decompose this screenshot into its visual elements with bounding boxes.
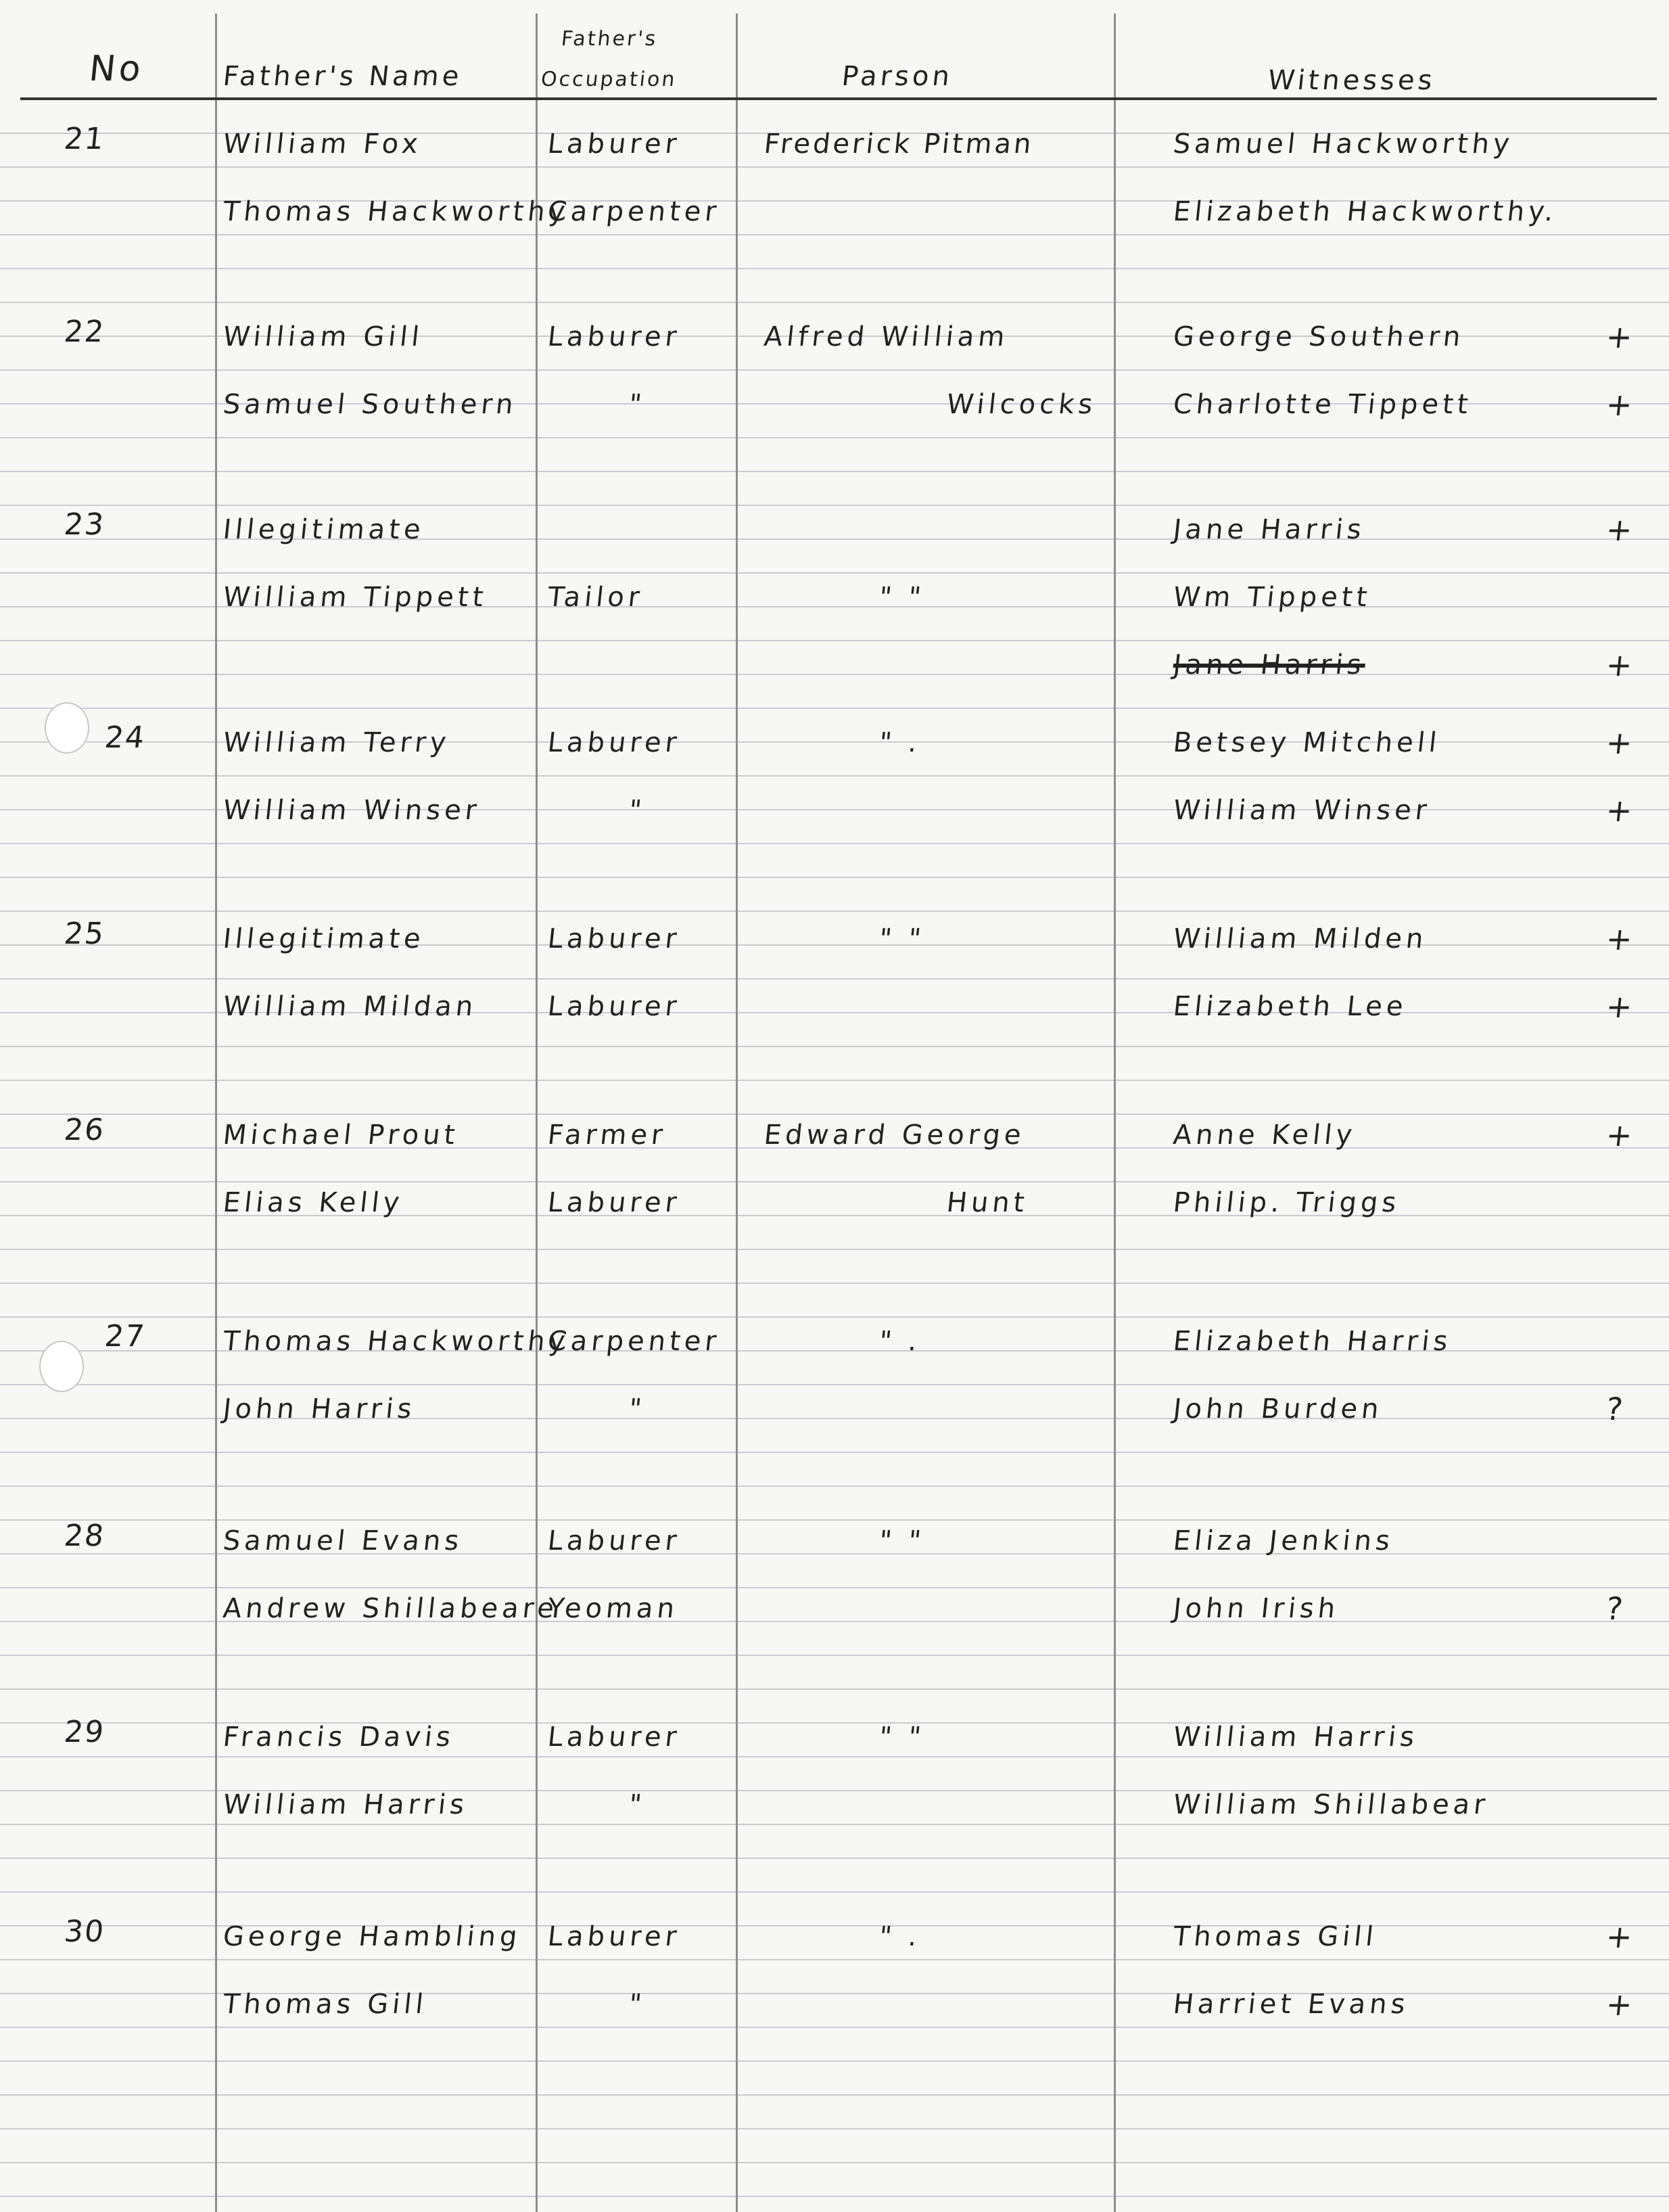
witness-mark: ? xyxy=(1604,1391,1625,1427)
witness-name: William Winser xyxy=(1171,795,1432,826)
ruled-line xyxy=(0,505,1669,506)
father-name: Michael Prout xyxy=(221,1120,461,1151)
ruled-line xyxy=(0,572,1669,574)
column-divider-witnesses xyxy=(1114,14,1116,2212)
father-name: Elias Kelly xyxy=(221,1187,405,1218)
witness-mark: + xyxy=(1604,319,1635,355)
witness-name: Anne Kelly xyxy=(1171,1120,1358,1151)
entry-number: 22 xyxy=(62,315,107,349)
header-parson: Parson xyxy=(840,61,955,92)
ruled-line xyxy=(0,1756,1669,1757)
entry-number: 23 xyxy=(62,507,107,542)
parson-name: " " xyxy=(877,923,926,954)
ruled-line xyxy=(0,1046,1669,1047)
ruled-line xyxy=(0,1181,1669,1182)
ruled-line xyxy=(0,1283,1669,1284)
father-occupation: Carpenter xyxy=(546,1326,722,1357)
column-divider-occupation xyxy=(536,14,538,2212)
ruled-line xyxy=(0,302,1669,303)
father-occupation: Carpenter xyxy=(546,196,722,227)
column-divider-parson xyxy=(736,14,738,2212)
father-occupation: Tailor xyxy=(546,582,645,613)
ruled-line xyxy=(0,1384,1669,1385)
witness-name: Harriet Evans xyxy=(1171,1989,1411,2020)
entry-number: 24 xyxy=(103,720,147,755)
ruled-line xyxy=(0,1249,1669,1250)
ruled-line xyxy=(0,2196,1669,2197)
father-name: Samuel Evans xyxy=(221,1525,465,1557)
ruled-line xyxy=(0,1655,1669,1656)
entry-number: 28 xyxy=(62,1519,107,1553)
ruled-line xyxy=(0,1519,1669,1521)
father-occupation: Laburer xyxy=(546,923,682,954)
father-occupation: Laburer xyxy=(546,1921,682,1952)
witness-name: Elizabeth Lee xyxy=(1171,991,1409,1022)
witness-name: Jane Harris xyxy=(1171,649,1367,681)
father-occupation: " xyxy=(627,795,647,826)
parson-name: Wilcocks xyxy=(945,389,1098,420)
father-name: Thomas Gill xyxy=(221,1989,429,2020)
father-occupation: Laburer xyxy=(546,129,682,160)
witness-mark: + xyxy=(1604,724,1635,761)
ruled-line xyxy=(0,234,1669,235)
witness-name: Betsey Mitchell xyxy=(1171,727,1442,758)
header-rule xyxy=(20,97,1657,100)
ruled-line xyxy=(0,1452,1669,1453)
ruled-line xyxy=(0,1858,1669,1859)
witness-mark: + xyxy=(1604,647,1635,683)
father-name: William Harris xyxy=(221,1789,470,1820)
father-name: William Gill xyxy=(221,321,425,352)
witness-mark: + xyxy=(1604,511,1635,548)
witness-name: John Burden xyxy=(1171,1393,1384,1425)
parson-name: Edward George xyxy=(762,1120,1027,1151)
witness-name: Thomas Gill xyxy=(1171,1921,1380,1952)
father-name: George Hambling xyxy=(221,1921,523,1952)
witness-name: William Shillabear xyxy=(1171,1789,1491,1820)
witness-name: Elizabeth Harris xyxy=(1171,1326,1453,1357)
column-divider-name xyxy=(215,14,217,2212)
ruled-line xyxy=(0,708,1669,709)
entry-number: 30 xyxy=(62,1914,107,1949)
parson-name: " . xyxy=(877,1921,923,1952)
ruled-line xyxy=(0,1080,1669,1081)
father-occupation: Yeoman xyxy=(546,1593,680,1624)
ruled-line xyxy=(0,1316,1669,1318)
witness-mark: + xyxy=(1604,1986,1635,2023)
father-occupation: Laburer xyxy=(546,1525,682,1557)
parson-name: Frederick Pitman xyxy=(762,129,1035,160)
father-name: William Tippett xyxy=(221,582,489,613)
header-occupation-line2: Occupation xyxy=(540,68,678,91)
witness-mark: + xyxy=(1604,1918,1635,1955)
witness-name: Wm Tippett xyxy=(1171,582,1373,613)
parson-name: " . xyxy=(877,727,923,758)
entry-number: 25 xyxy=(62,917,107,951)
witness-name: Samuel Hackworthy xyxy=(1171,129,1515,160)
ruled-line xyxy=(0,166,1669,168)
entry-number: 29 xyxy=(62,1715,107,1749)
ruled-line xyxy=(0,775,1669,777)
header-witnesses: Witnesses xyxy=(1266,65,1437,96)
entry-number: 26 xyxy=(62,1113,107,1147)
entry-number: 21 xyxy=(62,122,107,156)
father-name: Thomas Hackworthy xyxy=(221,1326,571,1357)
witness-name: Philip. Triggs xyxy=(1171,1187,1402,1218)
ruled-line xyxy=(0,2060,1669,2062)
ruled-line xyxy=(0,640,1669,641)
ruled-line xyxy=(0,1891,1669,1893)
father-occupation: " xyxy=(627,389,647,420)
parson-name: " . xyxy=(877,1326,923,1357)
witness-name: Jane Harris xyxy=(1171,514,1367,545)
witness-mark: + xyxy=(1604,792,1635,829)
ruled-line xyxy=(0,2094,1669,2096)
father-name: William Winser xyxy=(221,795,482,826)
ruled-line xyxy=(0,1824,1669,1825)
ruled-line xyxy=(0,2162,1669,2163)
header-fathers-name: Father's Name xyxy=(221,61,464,92)
witness-name: Charlotte Tippett xyxy=(1171,389,1474,420)
witness-mark: ? xyxy=(1604,1590,1625,1627)
witness-mark: + xyxy=(1604,1117,1635,1153)
ruled-line xyxy=(0,471,1669,472)
ruled-line xyxy=(0,268,1669,269)
father-occupation: Laburer xyxy=(546,727,682,758)
witness-name: John Irish xyxy=(1171,1593,1341,1624)
father-name: William Terry xyxy=(221,727,452,758)
father-name: William Fox xyxy=(221,129,424,160)
ruled-line xyxy=(0,674,1669,675)
parson-name: Alfred William xyxy=(762,321,1010,352)
father-name: Illegitimate xyxy=(221,923,427,954)
witness-name: George Southern xyxy=(1171,321,1466,352)
witness-name: Elizabeth Hackworthy. xyxy=(1171,196,1559,227)
ruled-line xyxy=(0,1688,1669,1690)
ruled-line xyxy=(0,2128,1669,2129)
ruled-line xyxy=(0,978,1669,980)
witness-mark: + xyxy=(1604,921,1635,957)
witness-mark: + xyxy=(1604,988,1635,1025)
father-occupation: Farmer xyxy=(546,1120,669,1151)
father-name: Andrew Shillabeare xyxy=(221,1593,560,1624)
witness-name: Eliza Jenkins xyxy=(1171,1525,1396,1557)
father-occupation: Laburer xyxy=(546,991,682,1022)
father-name: Samuel Southern xyxy=(221,389,519,420)
father-name: William Mildan xyxy=(221,991,479,1022)
ruled-line xyxy=(0,1485,1669,1487)
ruled-line xyxy=(0,1587,1669,1588)
ruled-line xyxy=(0,1113,1669,1115)
witness-name: William Harris xyxy=(1171,1722,1420,1753)
punch-hole-lower xyxy=(39,1341,84,1392)
father-name: Francis Davis xyxy=(221,1722,456,1753)
father-name: Thomas Hackworthy xyxy=(221,196,571,227)
ruled-line xyxy=(0,2027,1669,2028)
entry-number: 27 xyxy=(103,1319,147,1354)
father-occupation: Laburer xyxy=(546,321,682,352)
parson-name: " " xyxy=(877,1525,926,1557)
father-occupation: " xyxy=(627,1989,647,2020)
father-name: Illegitimate xyxy=(221,514,427,545)
father-occupation: " xyxy=(627,1393,647,1425)
parson-name: Hunt xyxy=(945,1187,1030,1218)
father-occupation: " xyxy=(627,1789,647,1820)
ruled-line xyxy=(0,437,1669,438)
ruled-line xyxy=(0,911,1669,912)
ruled-line xyxy=(0,877,1669,878)
punch-hole-upper xyxy=(45,702,89,754)
parson-name: " " xyxy=(877,582,926,613)
witness-mark: + xyxy=(1604,386,1635,423)
father-occupation: Laburer xyxy=(546,1722,682,1753)
father-occupation: Laburer xyxy=(546,1187,682,1218)
witness-name: William Milden xyxy=(1171,923,1429,954)
header-occupation-line1: Father's xyxy=(560,27,659,51)
ruled-line xyxy=(0,843,1669,844)
header-no: No xyxy=(87,49,146,89)
father-name: John Harris xyxy=(221,1393,417,1425)
ruled-line xyxy=(0,369,1669,371)
parson-name: " " xyxy=(877,1722,926,1753)
ruled-line xyxy=(0,1959,1669,1960)
